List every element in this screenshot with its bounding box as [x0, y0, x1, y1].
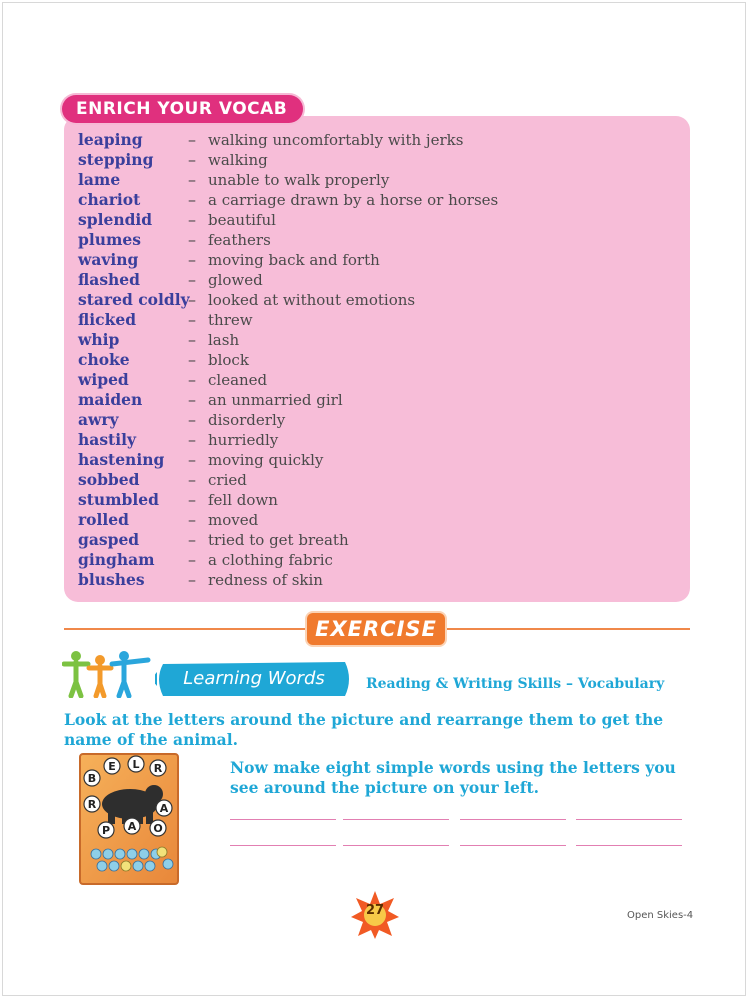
vocab-dash: – [188, 570, 196, 589]
vocab-dash: – [188, 550, 196, 569]
vocab-meaning: redness of skin [208, 571, 323, 589]
vocab-meaning: moving back and forth [208, 251, 380, 269]
vocab-word: splendid [78, 210, 153, 229]
vocab-word: leaping [78, 130, 143, 149]
vocab-word: chariot [78, 190, 141, 209]
vocab-word: whip [78, 330, 120, 349]
vocab-word: gingham [78, 550, 155, 569]
vocab-word: wiped [78, 370, 129, 389]
vocab-entry [78, 170, 498, 190]
book-title: Open Skies-4 [627, 910, 694, 921]
vocab-meaning: hurriedly [208, 431, 279, 449]
instruction-make-words: Now make eight simple words using the letters you see around the picture on your left. [230, 758, 676, 797]
vocab-dash: – [188, 370, 196, 389]
vocab-meaning: cried [208, 471, 247, 489]
vocab-dash: – [188, 330, 196, 349]
vocab-meaning: threw [208, 311, 253, 329]
vocab-dash: – [188, 530, 196, 549]
vocab-word: lame [78, 170, 121, 189]
vocab-dash: – [188, 510, 196, 529]
vocab-dash: – [188, 310, 196, 329]
page-number: 27 [365, 903, 385, 918]
answer-line[interactable] [343, 819, 449, 820]
vocab-entry [78, 290, 498, 310]
vocab-dash: – [188, 150, 196, 169]
learning-words-title: Learning Words [183, 668, 325, 689]
vocab-dash: – [188, 230, 196, 249]
vocab-word: flashed [78, 270, 141, 289]
vocab-meaning: moving quickly [208, 451, 324, 469]
vocab-word: rolled [78, 510, 129, 529]
children-group-icon [62, 648, 152, 698]
vocab-entry [78, 390, 498, 410]
answer-line[interactable] [576, 845, 682, 846]
vocab-meaning: an unmarried girl [208, 391, 343, 409]
vocab-word: awry [78, 410, 119, 429]
vocab-meaning: walking uncomfortably with jerks [208, 131, 464, 149]
vocab-dash: – [188, 490, 196, 509]
vocab-meaning: moved [208, 511, 259, 529]
answer-line[interactable] [343, 845, 449, 846]
vocab-dash: – [188, 270, 196, 289]
vocab-entry [78, 550, 498, 570]
letter-bubble-text: A [127, 820, 137, 833]
vocab-list [78, 130, 498, 590]
letter-bubble-text: R [153, 762, 163, 775]
vocab-entry [78, 490, 498, 510]
letter-bubble-text: O [153, 822, 163, 835]
vocab-entry [78, 330, 498, 350]
vocab-meaning: feathers [208, 231, 271, 249]
letter-bubble-text: L [132, 758, 140, 771]
vocab-dash: – [188, 170, 196, 189]
vocab-meaning: looked at without emotions [208, 291, 416, 309]
vocab-dash: – [188, 290, 196, 309]
vocab-word: maiden [78, 390, 143, 409]
vocab-dash: – [188, 210, 196, 229]
vocab-dash: – [188, 430, 196, 449]
vocab-entry [78, 430, 498, 450]
vocab-meaning: a clothing fabric [208, 551, 333, 569]
vocab-word: waving [78, 250, 139, 269]
vocab-meaning: fell down [208, 491, 278, 509]
vocab-word: stared coldly [78, 290, 190, 309]
instruction-rearrange: Look at the letters around the picture and rearrange them to get the name of the animal. [64, 710, 664, 749]
letter-bubble-text: A [159, 802, 169, 815]
vocab-word: plumes [78, 230, 141, 249]
vocab-entry [78, 410, 498, 430]
vocab-meaning: walking [208, 151, 268, 169]
vocab-dash: – [188, 130, 196, 149]
vocab-entry [78, 250, 498, 270]
vocab-word: hastily [78, 430, 136, 449]
vocab-entry [78, 570, 498, 590]
vocab-meaning: lash [208, 331, 240, 349]
vocab-word: hastening [78, 450, 165, 469]
letter-bubble-text: B [87, 772, 97, 785]
vocab-entry [78, 210, 498, 230]
vocab-meaning: block [208, 351, 249, 369]
vocab-word: stumbled [78, 490, 159, 509]
vocab-meaning: unable to walk properly [208, 171, 390, 189]
vocab-dash: – [188, 410, 196, 429]
vocab-word: gasped [78, 530, 140, 549]
letter-bubble-text: E [108, 760, 116, 773]
vocab-word: sobbed [78, 470, 140, 489]
vocab-meaning: disorderly [208, 411, 286, 429]
vocab-meaning: a carriage drawn by a horse or horses [208, 191, 499, 209]
answer-line[interactable] [230, 845, 336, 846]
vocab-entry [78, 190, 498, 210]
vocab-entry [78, 230, 498, 250]
answer-line[interactable] [460, 819, 566, 820]
vocab-entry [78, 350, 498, 370]
vocab-entry [78, 130, 498, 150]
vocab-entry [78, 470, 498, 490]
vocab-word: flicked [78, 310, 137, 329]
vocab-entry [78, 150, 498, 170]
vocab-title: ENRICH YOUR VOCAB [62, 95, 303, 123]
vocab-dash: – [188, 470, 196, 489]
answer-line[interactable] [460, 845, 566, 846]
vocab-dash: – [188, 450, 196, 469]
letter-bubble-text: R [87, 798, 97, 811]
answer-line[interactable] [576, 819, 682, 820]
vocab-meaning: beautiful [208, 211, 276, 229]
vocab-entry [78, 450, 498, 470]
vocab-word: stepping [78, 150, 154, 169]
letter-bubble-text: P [101, 824, 111, 837]
vocab-word: choke [78, 350, 130, 369]
vocab-word: blushes [78, 570, 145, 589]
vocab-entry [78, 370, 498, 390]
vocab-meaning: glowed [208, 271, 263, 289]
vocab-entry [78, 270, 498, 290]
vocab-entry [78, 510, 498, 530]
vocab-meaning: cleaned [208, 371, 268, 389]
skills-label: Reading & Writing Skills – Vocabulary [366, 676, 665, 692]
exercise-badge: EXERCISE [307, 613, 445, 645]
vocab-meaning: tried to get breath [208, 531, 349, 549]
vocab-dash: – [188, 350, 196, 369]
answer-line[interactable] [230, 819, 336, 820]
vocab-dash: – [188, 190, 196, 209]
vocab-dash: – [188, 250, 196, 269]
vocab-entry [78, 310, 498, 330]
vocab-entry [78, 530, 498, 550]
vocab-dash: – [188, 390, 196, 409]
bear-letters-picture [78, 752, 180, 886]
